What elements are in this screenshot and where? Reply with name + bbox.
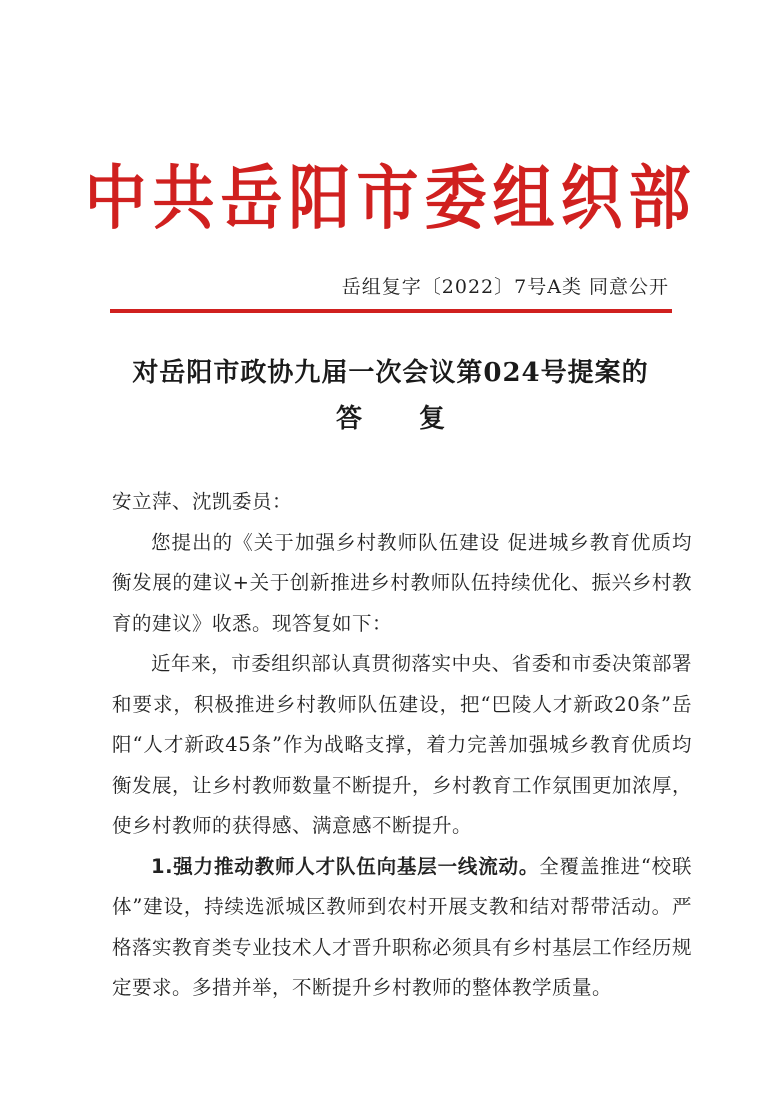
section-1-heading: 1.强力推动教师人才队伍向基层一线流动。 — [151, 854, 540, 878]
document-title-reply: 答 复 — [335, 404, 446, 434]
document-title: 对岳阳市政协九届一次会议第024号提案的 — [132, 358, 649, 388]
document-number: 岳组复字〔2022〕7号A类 同意公开 — [341, 276, 669, 298]
section-1-text: 全覆盖推进“校联体”建设，持续选派城区教师到农村开展支教和结对帮带活动。严格落实教育类专业技术人才晋升职称必须具有乡村基层工作经历规定要求。多措并举，不断提升乡村教师的整体教学质量。 — [112, 854, 693, 999]
paragraph-background: 近年来，市委组织部认真贯彻落实中央、省委和市委决策部署和要求，积极推进乡村教师队伍建设，把“巴陵人才新政20条”岳阳“人才新政45条”作为战略支撑，着力完善加强城乡教育优质均衡发展，让乡村教师数量不断提升，乡村教育工作氛围更加浓厚，使乡村教师的获得感、满意感不断提升。 — [112, 652, 693, 837]
red-divider-line — [110, 309, 672, 313]
paragraph-intro: 您提出的《关于加强乡村教师队伍建设 促进城乡教育优质均衡发展的建议+关于创新推进乡村教师队伍持续优化、振兴乡村教育的建议》收悉。现答复如下： — [112, 530, 692, 635]
document-body — [112, 482, 692, 1009]
organization-header: 中共岳阳市委组织部 — [84, 156, 697, 239]
salutation: 安立萍、沈凯委员： — [112, 490, 293, 513]
paragraph-section-1 — [112, 847, 692, 1009]
